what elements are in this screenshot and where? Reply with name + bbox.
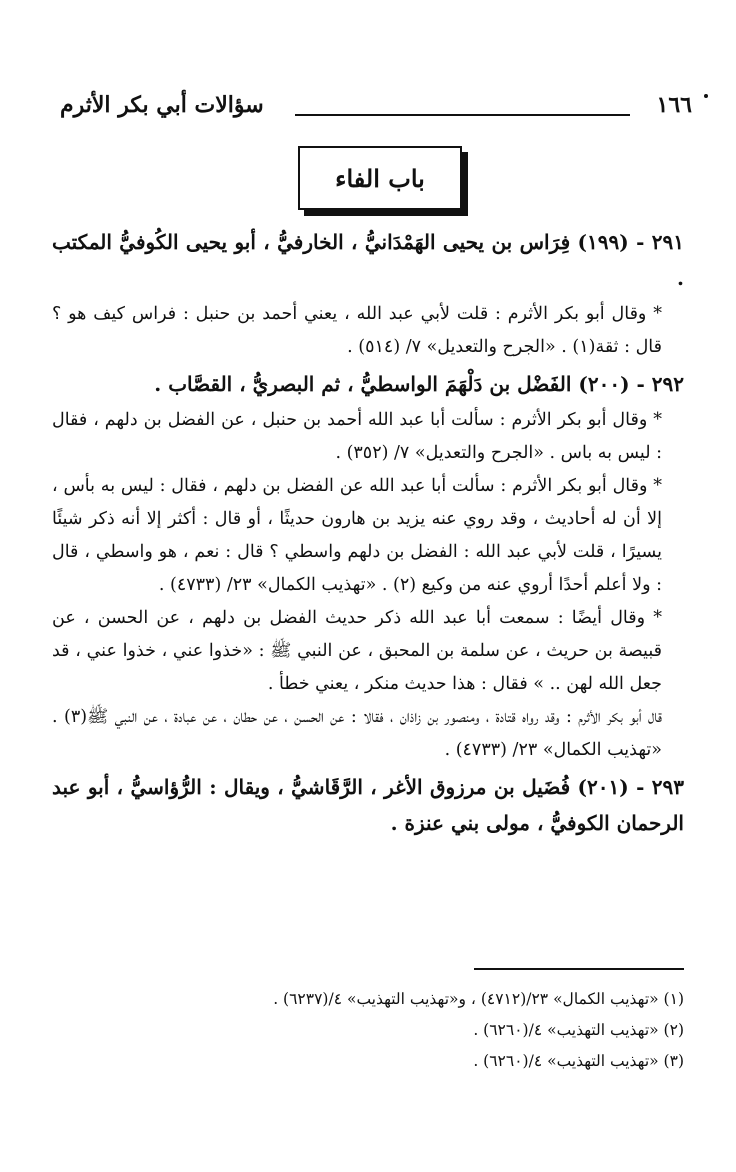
entry-292-paragraph-2: * وقال أبو بكر الأثرم : سألت أبا عبد الله عن الفضل بن دلهم ، فقال : ليس به بأس ، إلا أن له أحاديث ، وقد روي عنه يزيد بن هارون حديثًا ، أو قال : أكثر إلا أنه ذكر شيئًا يسيرًا ، قلت لأبي عبد الله : الفضل بن دلهم واسطي ؟ قال : نعم ، هو واسطي ، قال : ولا أعلم أحدًا أروي عنه من وكيع (٢) . «تهذيب الكمال» ٢٣/ (٤٧٣٣) . bbox=[52, 476, 662, 595]
entry-291-paragraph: * وقال أبو بكر الأثرم : قلت لأبي عبد الله ، يعني أحمد بن حنبل : فراس كيف هو ؟ قال : ثقة(١) . «الجرح والتعديل» ٧/ (٥١٤) . bbox=[52, 304, 662, 357]
header-rule bbox=[295, 114, 630, 116]
footnote-3: (٣) «تهذيب التهذيب» ٤/(٦٢٦٠) . bbox=[473, 1052, 684, 1070]
entry-292-paragraph-1: * وقال أبو بكر الأثرم : سألت أبا عبد الله أحمد بن حنبل ، عن الفضل بن دلهم ، فقال : ليس به باس . «الجرح والتعديل» ٧/ (٣٥٢) . bbox=[52, 410, 662, 463]
page-number: ١٦٦ bbox=[656, 92, 692, 118]
main-text bbox=[52, 222, 684, 843]
book-title: سؤالات أبي بكر الأثرم bbox=[60, 92, 264, 118]
footnote-1: (١) «تهذيب الكمال» ٢٣/(٤٧١٢) ، و«تهذيب التهذيب» ٤/(٦٢٣٧) . bbox=[273, 990, 684, 1008]
footnote-separator bbox=[474, 968, 684, 970]
chapter-title-box bbox=[298, 146, 462, 210]
footnote-2: (٢) «تهذيب التهذيب» ٤/(٦٢٦٠) . bbox=[473, 1021, 684, 1039]
chapter-title: باب الفاء bbox=[335, 163, 425, 193]
entry-heading-292: ٢٩٢ - (٢٠٠) الفَضْل بن دَلْهَمَ الواسطيُّ ، ثم البصريُّ ، القصَّاب . bbox=[154, 372, 684, 396]
footnotes bbox=[52, 984, 684, 1077]
running-header bbox=[60, 92, 692, 128]
entry-heading-291: ٢٩١ - (١٩٩) فِرَاس بن يحيى الهَمْدَانيُّ ، الخارفيُّ ، أبو يحيى الكُوفيُّ المكتب . bbox=[52, 230, 684, 290]
entry-292-paragraph-4: قال أبو بكر الأثرم : وقد رواه قتادة ، ومنصور بن زاذان ، فقالا : عن الحسن ، عن حطان ، عن عبادة ، عن النبي ﷺ(٣) . «تهذيب الكمال» ٢٣/ (٤٧٣٣) . bbox=[52, 707, 662, 760]
entry-heading-293: ٢٩٣ - (٢٠١) فُضَيل بن مرزوق الأغر ، الرَّقَاشيُّ ، ويقال : الرُّؤاسيُّ ، أبو عبد الرحمان الكوفيُّ ، مولى بني عنزة . bbox=[52, 775, 684, 835]
scan-speck bbox=[704, 94, 708, 98]
entry-292-paragraph-3: * وقال أيضًا : سمعت أبا عبد الله ذكر حديث الفضل بن دلهم ، عن الحسن ، عن قبيصة بن حريث ، عن سلمة بن المحبق ، عن النبي ﷺ : «خذوا عني ، خذوا عني ، قد جعل الله لهن .. » فقال : هذا حديث منكر ، يعني خطأ . bbox=[52, 608, 662, 694]
